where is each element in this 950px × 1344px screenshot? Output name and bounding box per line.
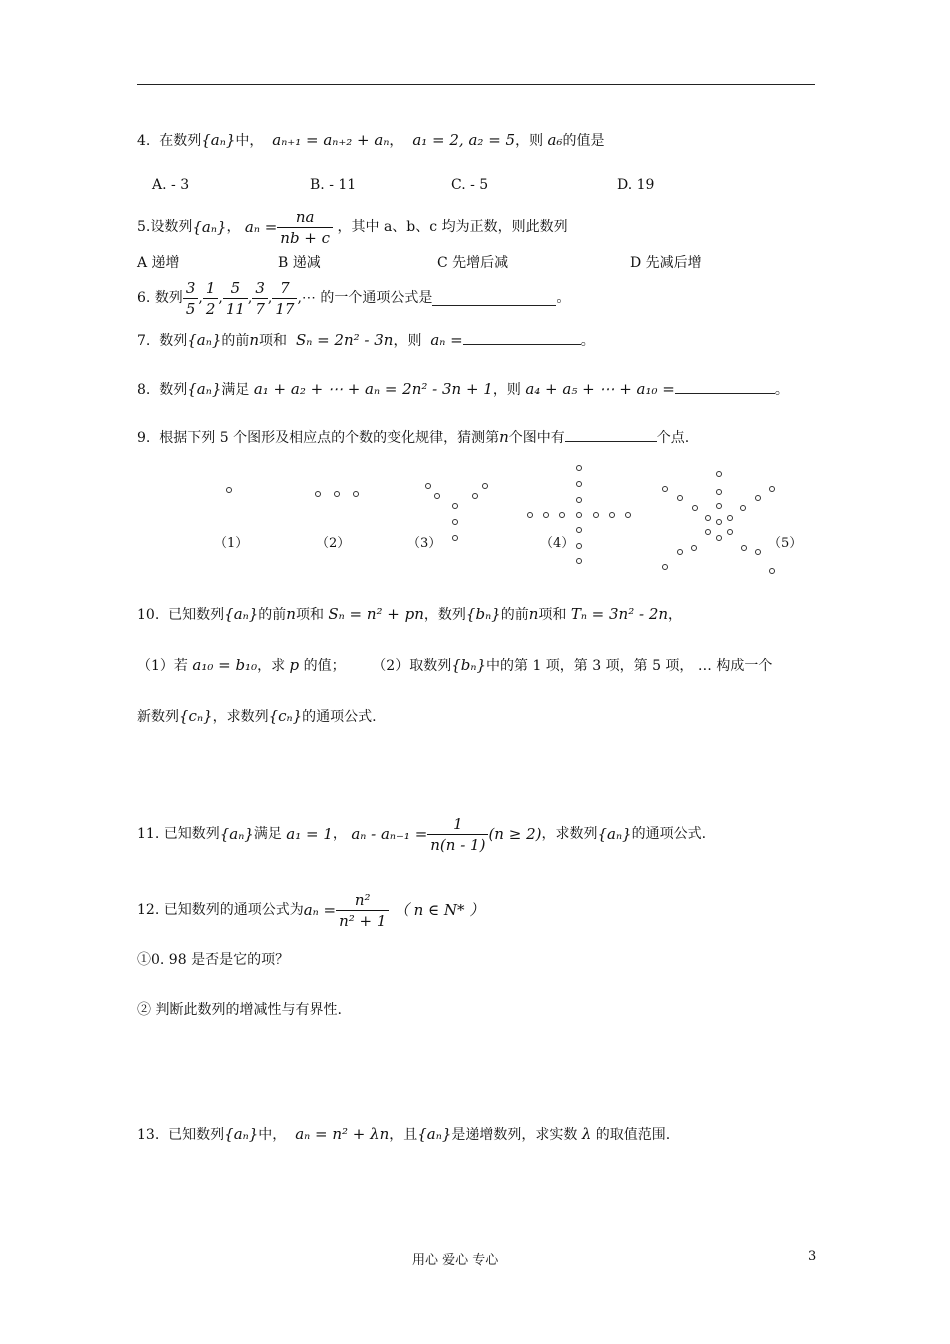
text: 项和: [538, 607, 567, 623]
dot: [482, 483, 488, 489]
text: 构成一个: [716, 658, 773, 674]
sum-formula-t: Tₙ = 3n² - 2n: [570, 605, 669, 623]
fraction: [277, 207, 333, 248]
dot: [452, 535, 458, 541]
text: 的值是: [562, 133, 605, 149]
dot: [452, 519, 458, 525]
fraction-denominator: 2: [203, 298, 219, 319]
fraction-denominator: 5: [183, 298, 199, 319]
fraction-denominator: 11: [223, 298, 248, 319]
math-set: {cₙ}: [268, 707, 303, 725]
math-var: n: [528, 605, 539, 623]
text: 满足: [253, 826, 282, 842]
question-number: 12.: [137, 902, 160, 918]
dot: [691, 545, 697, 551]
text: （2）取数列: [372, 658, 452, 674]
ask-sum: a₄ + a₅ + ⋯ + a₁₀ =: [525, 380, 675, 398]
option-d: D 先减后增: [630, 255, 702, 271]
text: ，: [668, 607, 683, 623]
question-10-line-3: [137, 706, 377, 727]
dot: [576, 465, 582, 471]
question-number: 4.: [137, 133, 151, 149]
dot: [452, 503, 458, 509]
text: 项和: [295, 607, 324, 623]
fraction-denominator: 17: [272, 298, 297, 319]
dot: [527, 512, 533, 518]
question-10-line-2: [137, 655, 772, 676]
math-set: {aₙ}: [224, 605, 259, 623]
text: 根据下列 5 个图形及相应点的个数的变化规律，猜测第: [159, 430, 500, 446]
question-number: 8.: [137, 382, 151, 398]
fraction: [223, 278, 248, 319]
fraction-numerator: 3: [185, 278, 196, 297]
question-13: [137, 1124, 670, 1145]
text: ，求: [257, 658, 286, 674]
math-var: n: [286, 605, 296, 623]
page-number: 3: [808, 1249, 817, 1264]
text: 的取值范围.: [595, 1127, 671, 1143]
figure-caption-1: （1）: [214, 536, 249, 551]
sequence-ellipsis: ,⋯: [297, 290, 316, 306]
dot: [559, 512, 565, 518]
question-5: [137, 204, 568, 250]
text: ，则: [492, 382, 521, 398]
fraction-denominator: n² + 1: [336, 910, 389, 931]
text: 已知数列: [168, 607, 225, 623]
dot: [353, 491, 359, 497]
fraction: [203, 278, 219, 319]
text: 个图中有: [508, 430, 565, 446]
math-set: {bₙ}: [465, 605, 501, 623]
dot: [716, 489, 722, 495]
fraction-numerator: n²: [354, 890, 371, 909]
dot: [662, 564, 668, 570]
sum-formula: Sₙ = 2n² - 3n: [295, 331, 394, 349]
recurrence-formula: aₙ₊₁ = aₙ₊₂ + aₙ: [272, 131, 390, 149]
text: 新数列: [137, 709, 179, 725]
ellipsis: …: [697, 658, 712, 674]
question-12-part-1: ①0. 98 是否是它的项？: [137, 952, 290, 968]
text: 满足: [221, 382, 250, 398]
dot: [769, 486, 775, 492]
math-var: λ: [581, 1125, 592, 1143]
dot: [334, 491, 340, 497]
math-set: {aₙ}: [192, 218, 227, 236]
text: 在数列: [159, 133, 202, 149]
question-number: 5.: [137, 219, 151, 235]
fraction-numerator: 1: [205, 278, 216, 297]
text: ，其中 a、b、c 均为正数，则此数列: [337, 219, 568, 235]
question-number: 7.: [137, 333, 151, 349]
text: ，数列: [423, 607, 466, 623]
question-12-part-2: ② 判断此数列的增减性与有界性.: [137, 1002, 342, 1018]
dot: [755, 549, 761, 555]
dot: [692, 505, 698, 511]
math-var: n: [249, 331, 260, 349]
dot: [543, 512, 549, 518]
question-number: 10.: [137, 607, 160, 623]
text: 已知数列: [163, 826, 220, 842]
text: 数列: [154, 290, 183, 306]
formula-lhs: aₙ =: [244, 218, 278, 236]
math-set: {aₙ}: [201, 131, 236, 149]
option-d: D. 19: [617, 177, 655, 193]
dot: [593, 512, 599, 518]
text: 的前: [221, 333, 250, 349]
text: 的一个通项公式是: [320, 290, 433, 306]
option-b: B 递减: [278, 255, 321, 271]
dot: [716, 519, 722, 525]
fraction: [252, 278, 268, 319]
math-set: {aₙ}: [187, 331, 222, 349]
text: 项和: [259, 333, 288, 349]
text: ，求数列: [212, 709, 269, 725]
fraction-numerator: 1: [453, 814, 463, 833]
text: ，: [226, 219, 241, 235]
math-set: {aₙ}: [417, 1125, 452, 1143]
figure-caption-4: （4）: [540, 536, 575, 551]
dot: [576, 497, 582, 503]
dot: [741, 545, 747, 551]
dot: [740, 505, 746, 511]
question-12: [137, 884, 484, 936]
text: ，求数列: [541, 826, 598, 842]
math-set: {cₙ}: [179, 707, 213, 725]
text: 。: [556, 290, 571, 306]
general-term: aₙ = n² + λn: [295, 1125, 390, 1143]
dot: [662, 486, 668, 492]
text: 中的第 1 项，第 3 项，第 5 项，: [486, 658, 694, 674]
text: 中，: [258, 1127, 287, 1143]
condition: (n ≥ 2): [488, 825, 542, 843]
text: 中，: [235, 133, 264, 149]
text: ，则: [515, 133, 544, 149]
condition-formula: a₁₀ = b₁₀: [192, 656, 258, 674]
text: ，: [389, 133, 404, 149]
text: 。: [580, 333, 595, 349]
question-10-line-1: [137, 604, 682, 625]
answer-blank: [675, 379, 775, 394]
fraction-numerator: 5: [230, 278, 241, 297]
initial-values: a₁ = 2, a₂ = 5: [412, 131, 516, 149]
answer-blank: [463, 330, 581, 345]
dot: [705, 529, 711, 535]
dot: [677, 495, 683, 501]
dot: [576, 543, 582, 549]
math-set: {aₙ}: [224, 1125, 259, 1143]
text: 个点.: [656, 430, 690, 446]
option-a: A 递增: [137, 255, 180, 271]
formula-lhs: aₙ =: [303, 901, 337, 919]
text: 的前: [258, 607, 287, 623]
question-4: [137, 130, 605, 151]
text: ，且: [389, 1127, 418, 1143]
figure-caption-2: （2）: [316, 536, 351, 551]
answer-blank: [432, 291, 556, 306]
header-rule: [137, 84, 815, 85]
option-c: C 先增后减: [437, 255, 509, 271]
fraction-numerator: na: [295, 207, 315, 226]
question-11: [137, 810, 706, 858]
question-number: 6.: [137, 290, 151, 306]
sum-formula-s: Sₙ = n² + pn: [328, 605, 424, 623]
option-b: B. - 11: [310, 177, 357, 193]
target-term: a₆: [547, 131, 563, 149]
math-set: {aₙ}: [597, 825, 632, 843]
text: 数列: [159, 382, 188, 398]
text: 已知数列: [168, 1127, 225, 1143]
option-c: C. - 5: [451, 177, 489, 193]
ask-term: aₙ =: [430, 331, 463, 349]
sum-equation: a₁ + a₂ + ⋯ + aₙ = 2n² - 3n + 1: [253, 380, 493, 398]
math-set: {bₙ}: [451, 656, 486, 674]
fraction: [183, 278, 199, 319]
dot: [705, 515, 711, 521]
text: 是递增数列，求实数: [451, 1127, 578, 1143]
dot: [472, 493, 478, 499]
question-8: [137, 379, 789, 400]
dot: [315, 491, 321, 497]
dot: [576, 481, 582, 487]
question-7: [137, 330, 595, 351]
text: ，: [332, 826, 347, 842]
question-9: [137, 427, 689, 448]
text: ，则: [393, 333, 422, 349]
text: 的值；: [303, 658, 346, 674]
dot: [727, 515, 733, 521]
figure-caption-3: （3）: [407, 536, 442, 551]
text: 。: [774, 382, 789, 398]
option-a: A. - 3: [152, 177, 190, 193]
dot: [769, 568, 775, 574]
fraction-denominator: n(n - 1): [427, 834, 488, 855]
dot: [576, 512, 582, 518]
fraction-denominator: 7: [252, 298, 268, 319]
fraction-numerator: 3: [255, 278, 265, 297]
dot: [716, 471, 722, 477]
dot: [434, 493, 440, 499]
math-set: {aₙ}: [219, 825, 254, 843]
figure-caption-5: （5）: [768, 536, 803, 551]
condition: （ n ∈ N* ）: [393, 901, 485, 919]
fraction-denominator: nb + c: [277, 227, 333, 248]
dot: [425, 483, 431, 489]
initial-value: a₁ = 1: [286, 825, 333, 843]
fraction: [336, 890, 389, 931]
dot: [609, 512, 615, 518]
question-number: 11.: [137, 826, 160, 842]
math-var: n: [499, 428, 509, 446]
math-set: {aₙ}: [187, 380, 222, 398]
fraction: [272, 278, 297, 319]
dot: [625, 512, 631, 518]
text: 已知数列的通项公式为: [163, 902, 304, 918]
question-number: 13.: [137, 1127, 160, 1143]
dot: [716, 503, 722, 509]
question-6: 6. 数列 $\frac{3}{5}$ , $\frac{1}{2}$ , $\frac{5}{11}$ , $\frac{3}{7}$ , $\frac{7}{17}$ ,⋯ 的一个通项公式是 。: [137, 278, 571, 318]
dot: [755, 495, 761, 501]
dot: [727, 529, 733, 535]
dot: [576, 558, 582, 564]
answer-blank: [565, 427, 657, 442]
dot: [677, 549, 683, 555]
text: （1）若: [137, 658, 188, 674]
text: 的前: [500, 607, 529, 623]
text: 的通项公式.: [631, 826, 707, 842]
dot: [226, 487, 232, 493]
dot: [576, 527, 582, 533]
text: 的通项公式.: [302, 709, 377, 725]
text: 设数列: [150, 219, 193, 235]
question-number: 9.: [137, 430, 151, 446]
difference-lhs: aₙ - aₙ₋₁ =: [351, 825, 428, 843]
math-var: p: [289, 656, 300, 674]
fraction-numerator: 7: [280, 278, 290, 297]
dot: [716, 535, 722, 541]
fraction: [427, 814, 488, 855]
text: 数列: [159, 333, 188, 349]
footer-text: 用心 爱心 专心: [412, 1253, 499, 1268]
